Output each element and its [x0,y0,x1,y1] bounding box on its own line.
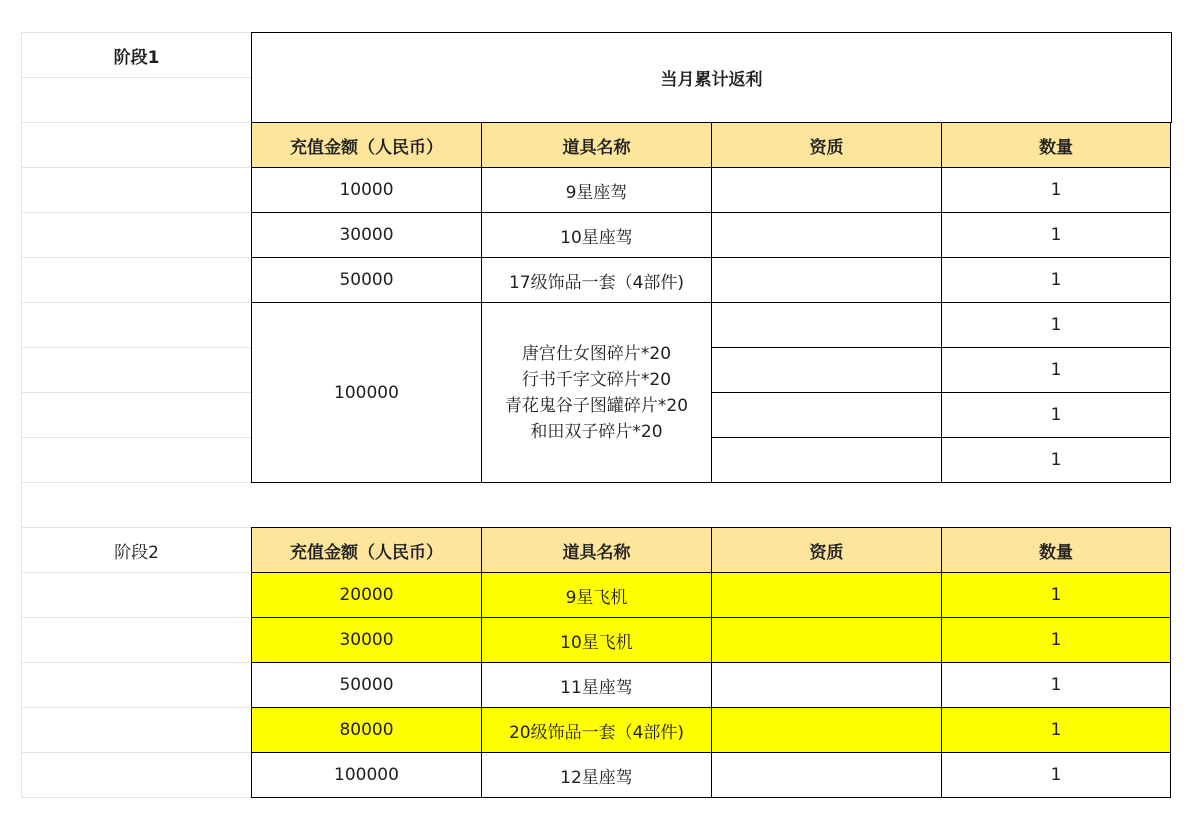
left-row-gridline [21,752,252,753]
qualification-cell [711,572,942,618]
quantity-cell: 1 [941,752,1171,798]
item-name-cell: 9星飞机 [481,572,712,618]
stage1-table [251,32,1172,483]
header-cell: 充值金额（人民币） [251,122,482,168]
left-grid-line [21,32,22,798]
left-row-gridline [21,797,252,798]
qualification-cell [711,257,942,303]
amount-cell: 20000 [251,572,482,618]
left-row-gridline [21,707,252,708]
left-row-gridline [21,347,252,348]
qualification-cell [711,392,942,438]
left-row-gridline [21,572,252,573]
header-cell: 数量 [941,527,1171,573]
item-name-cell: 11星座驾 [481,662,712,708]
qualification-cell [711,662,942,708]
header-cell: 资质 [711,527,942,573]
qualification-cell [711,347,942,393]
header-cell: 资质 [711,122,942,168]
amount-cell: 10000 [251,167,482,213]
stage1-label: 阶段1 [113,47,160,68]
qualification-cell [711,437,942,483]
amount-cell: 30000 [251,617,482,663]
item-name-cell: 12星座驾 [481,752,712,798]
stage1-title: 当月累计返利 [251,32,1172,123]
quantity-cell: 1 [941,572,1171,618]
amount-cell: 80000 [251,707,482,753]
header-cell: 充值金额（人民币） [251,527,482,573]
header-cell: 道具名称 [481,122,712,168]
left-row-gridline [21,302,252,303]
left-row-gridline [21,617,252,618]
qualification-cell [711,752,942,798]
header-cell: 数量 [941,122,1171,168]
quantity-cell: 1 [941,212,1171,258]
quantity-cell: 1 [941,167,1171,213]
qualification-cell [711,212,942,258]
left-row-gridline [21,122,252,123]
stage2-label: 阶段2 [114,542,159,563]
left-row-gridline [21,482,252,483]
amount-cell: 30000 [251,212,482,258]
left-row-gridline [21,257,252,258]
quantity-cell: 1 [941,392,1171,438]
quantity-cell: 1 [941,257,1171,303]
header-cell: 道具名称 [481,527,712,573]
qualification-cell [711,707,942,753]
quantity-cell: 1 [941,437,1171,483]
merged-item-names-cell: 唐宫仕女图碎片*20 行书千字文碎片*20 青花鬼谷子图罐碎片*20 和田双子碎片*20 [481,302,712,483]
qualification-cell [711,167,942,213]
left-row-gridline [21,392,252,393]
item-name-cell: 17级饰品一套（4部件) [481,257,712,303]
item-name-cell: 20级饰品一套（4部件) [481,707,712,753]
qualification-cell [711,617,942,663]
amount-cell: 50000 [251,257,482,303]
qualification-cell [711,302,942,348]
quantity-cell: 1 [941,347,1171,393]
left-row-gridline [21,662,252,663]
merged-amount-cell: 100000 [251,302,482,483]
left-row-gridline [21,212,252,213]
quantity-cell: 1 [941,617,1171,663]
quantity-cell: 1 [941,707,1171,753]
left-row-gridline [21,167,252,168]
item-name-cell: 10星飞机 [481,617,712,663]
left-row-gridline [21,77,252,78]
amount-cell: 50000 [251,662,482,708]
quantity-cell: 1 [941,662,1171,708]
amount-cell: 100000 [251,752,482,798]
item-name-cell: 10星座驾 [481,212,712,258]
item-name-cell: 9星座驾 [481,167,712,213]
quantity-cell: 1 [941,302,1171,348]
stage2-table [251,527,1172,798]
left-row-gridline [21,437,252,438]
